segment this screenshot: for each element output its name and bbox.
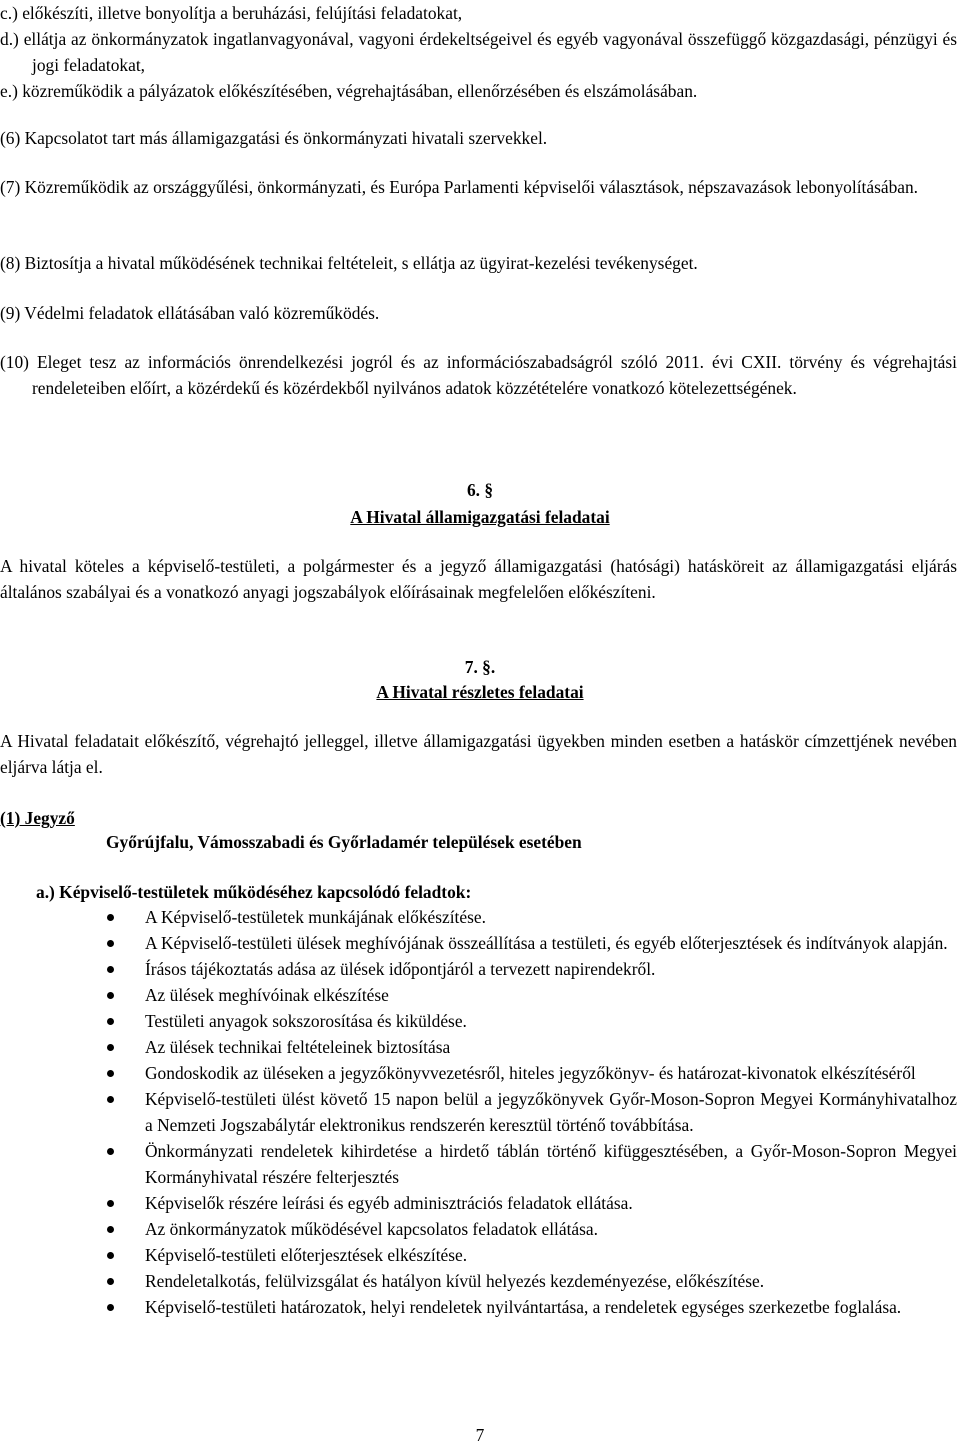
- bullet-icon: [107, 1044, 114, 1051]
- bullet-icon: [107, 1200, 114, 1207]
- list-item: Rendeletalkotás, felülvizsgálat és hatályon kívül helyezés kezdeményezése, előkészítése.: [0, 1268, 960, 1294]
- page-number: 7: [475, 1425, 485, 1445]
- list-item: Képviselő-testületi határozatok, helyi rendeletek nyilvántartása, a rendeletek egységes szerkezetbe foglalása.: [0, 1294, 960, 1320]
- list-item: Képviselők részére leírási és egyéb adminisztrációs feladatok ellátása.: [0, 1190, 960, 1216]
- section-7-body: A Hivatal feladatait előkészítő, végrehajtó jelleggel, illetve államigazgatási ügyekben minden esetben a hatáskör címzettjének nevében eljárva látja el.: [0, 731, 957, 777]
- bullet-icon: [107, 992, 114, 999]
- paragraph-8: (8) Biztosítja a hivatal működésének technikai feltételeit, s ellátja az ügyirat-kezelési tevékenységet.: [0, 253, 698, 273]
- list-item: Az ülések technikai feltételeinek biztosítása: [0, 1034, 960, 1060]
- bullet-icon: [107, 1148, 114, 1155]
- list-item-d: d.) ellátja az önkormányzatok ingatlanvagyonával, vagyoni érdekeltségeivel és egyéb vagyonával összefüggő közgazdasági, pénzügyi és jogi feladatokat,: [0, 29, 957, 75]
- section-6-number: 6. §: [466, 480, 494, 500]
- list-item: Az ülések meghívóinak elkészítése: [0, 982, 960, 1008]
- section-6-title: A Hivatal államigazgatási feladatai: [350, 507, 610, 527]
- bullet-icon: [107, 966, 114, 973]
- list-item: Az önkormányzatok működésével kapcsolatos feladatok ellátása.: [0, 1216, 960, 1242]
- bullet-icon: [107, 1226, 114, 1233]
- subsection-1-heading: Győrújfalu, Vámosszabadi és Győrladamér települések esetében: [106, 832, 582, 852]
- bullet-icon: [107, 1070, 114, 1077]
- list-item: Írásos tájékoztatás adása az ülések időpontjáról a tervezett napirendekről.: [0, 956, 960, 982]
- bullet-icon: [107, 1252, 114, 1259]
- paragraph-7: (7) Közreműködik az országgyűlési, önkormányzati, és Európa Parlamenti képviselői választások, népszavazások lebonyolításában.: [0, 177, 919, 197]
- subsection-a-title: a.) Képviselő-testületek működéséhez kapcsolódó feladtok:: [36, 882, 472, 902]
- list-item: A Képviselő-testületek munkájának előkészítése.: [0, 904, 960, 930]
- bullet-icon: [107, 1096, 114, 1103]
- bullet-icon: [107, 1278, 114, 1285]
- section-7-number: 7. §.: [464, 657, 496, 677]
- section-7-title: A Hivatal részletes feladatai: [376, 682, 584, 702]
- list-item: Képviselő-testületi ülést követő 15 napon belül a jegyzőkönyvek Győr-Moson-Sopron Megyei Kormányhivatalhoz a Nemzeti Jogszabálytár elektronikus rendszerén keresztül történő továbbítása.: [0, 1086, 960, 1138]
- bullet-icon: [107, 1018, 114, 1025]
- list-item: Testületi anyagok sokszorosítása és kiküldése.: [0, 1008, 960, 1034]
- paragraph-9: (9) Védelmi feladatok ellátásában való közreműködés.: [0, 303, 380, 323]
- bullet-icon: [107, 914, 114, 921]
- bullet-icon: [107, 940, 114, 947]
- paragraph-10: (10) Eleget tesz az információs önrendelkezési jogról és az információszabadságról szóló 2011. évi CXII. törvény és végrehajtási rendeleteiben előírt, a közérdekű és közérdekből nyilvános adatok közzétételére vonatkozó kötelezettségének.: [0, 352, 957, 398]
- list-item: A Képviselő-testületi ülések meghívójának összeállítása a testületi, és egyéb előterjesztések és indítványok alapján.: [0, 930, 960, 956]
- list-item: Önkormányzati rendeletek kihirdetése a hirdető táblán történő kifüggesztésében, a Győr-Moson-Sopron Megyei Kormányhivatal részére felterjesztés: [0, 1138, 960, 1190]
- tasks-bullet-list: [0, 904, 960, 1320]
- section-6-body: A hivatal köteles a képviselő-testületi, a polgármester és a jegyző államigazgatási (hatósági) hatásköreit az államigazgatási eljárás általános szabályai és a vonatkozó anyagi jogszabályok előírásainak megfelelően előkészíteni.: [0, 556, 957, 602]
- list-item: Gondoskodik az üléseken a jegyzőkönyvvezetésről, hiteles jegyzőkönyv- és határozat-kivonatok elkészítéséről: [0, 1060, 960, 1086]
- list-item: Képviselő-testületi előterjesztések elkészítése.: [0, 1242, 960, 1268]
- subsection-1-label: (1) Jegyző: [0, 808, 75, 828]
- bullet-icon: [107, 1304, 114, 1311]
- list-item-e: e.) közreműködik a pályázatok előkészítésében, végrehajtásában, ellenőrzésében és elszámolásában.: [0, 81, 698, 101]
- list-item-c: c.) előkészíti, illetve bonyolítja a beruházási, felújítási feladatokat,: [0, 3, 463, 23]
- paragraph-6: (6) Kapcsolatot tart más államigazgatási és önkormányzati hivatali szervekkel.: [0, 128, 548, 148]
